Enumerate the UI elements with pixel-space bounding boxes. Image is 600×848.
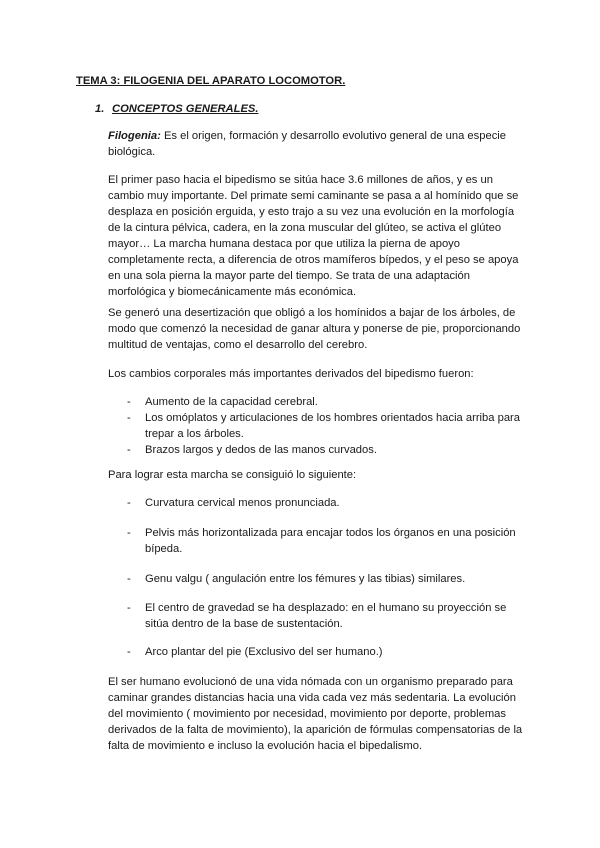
list-item: - Pelvis más horizontalizada para encajar todos los órganos en una posición bípeda. bbox=[127, 525, 527, 557]
list-item: - Genu valgu ( angulación entre los fémures y las tibias) similares. bbox=[127, 571, 527, 587]
list-item: - El centro de gravedad se ha desplazado: en el humano su proyección se sitúa dentro de la base de sustentación. bbox=[127, 600, 527, 632]
section-heading bbox=[95, 101, 259, 117]
definition-term: Filogenia: bbox=[108, 130, 161, 142]
list-item: - Los omóplatos y articulaciones de los hombres orientados hacia arriba para trepar a los árboles. bbox=[127, 410, 527, 442]
list-item: - Brazos largos y dedos de las manos curvados. bbox=[127, 442, 527, 458]
definition-paragraph bbox=[108, 128, 528, 160]
paragraph-desertization: Se generó una desertización que obligó a los homínidos a bajar de los árboles, de modo que comenzó la necesidad de ganar altura y ponerse de pie, proporcionando multitud de ventajas, como el desarrollo del cerebro. bbox=[108, 307, 521, 351]
definition-text: Es el origen, formación y desarrollo evolutivo general de una especie biológica. bbox=[108, 130, 506, 158]
paragraph-bipedism: El primer paso hacia el bipedismo se sitúa hace 3.6 millones de años, y es un cambio muy importante. Del primate semi caminante se pasa a al homínido que se desplaza en posición erguida, y esto trajo a su vez una evolución en la morfología de la cintura pélvica, cadera, en la zona muscular del glúteo, se activa el glúteo mayor… La marcha humana destaca por que utiliza la pierna de apoyo completamente recta, a diferencia de otros mamíferos bípedos, y el peso se apoya en una sola pierna la mayor parte del tiempo. Se trata de una adaptación morfológica y biomecánicamente más económica. bbox=[108, 174, 519, 298]
paragraph-evolution: El ser humano evolucionó de una vida nómada con un organismo preparado para caminar grandes distancias hacia una vida cada vez más sedentaria. La evolución del movimiento ( movimiento por necesidad, movimiento por deporte, problemas derivados de la falta de movimiento), la aparición de fórmulas compensatorias de la falta de movimiento e incluso la evolución hacia el bipedalismo. bbox=[108, 676, 523, 752]
list-item: - Arco plantar del pie (Exclusivo del ser humano.) bbox=[127, 644, 527, 660]
list-item: - Aumento de la capacidad cerebral. bbox=[127, 394, 527, 410]
paragraph-body-changes-intro: Los cambios corporales más importantes derivados del bipedismo fueron: bbox=[108, 368, 474, 380]
body-changes-list bbox=[127, 394, 527, 458]
document-title: TEMA 3: FILOGENIA DEL APARATO LOCOMOTOR. bbox=[76, 75, 346, 87]
paragraph-achievements-intro: Para lograr esta marcha se consiguió lo siguiente: bbox=[108, 469, 357, 481]
section-number: 1. bbox=[95, 103, 105, 115]
list-item: - Curvatura cervical menos pronunciada. bbox=[127, 495, 527, 511]
section-heading-text: CONCEPTOS GENERALES. bbox=[112, 103, 259, 115]
